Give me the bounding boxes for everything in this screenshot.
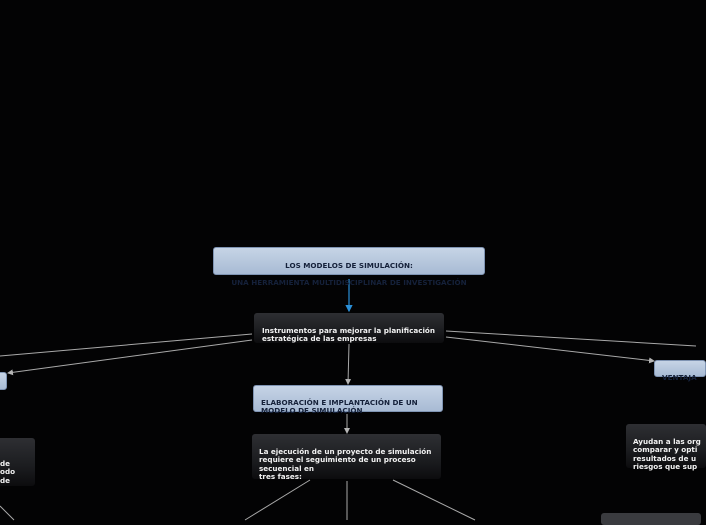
connector-instruments-right-upper	[446, 331, 696, 346]
connector-left-fragment	[0, 506, 14, 520]
execution-text: La ejecución de un proyecto de simulación requiere el seguimiento de un proceso secuencial en tres fases:	[259, 446, 432, 482]
elaboration-node[interactable]	[253, 385, 443, 416]
instruments-text: Instrumentos para mejorar la planificación estratégica de las empresas	[262, 325, 435, 344]
left-light-node[interactable]	[0, 372, 7, 390]
elaboration-text: ELABORACIÓN E IMPLANTACIÓN DE UN MODELO DE SIMULACIÓN	[261, 397, 418, 416]
partial-node-bottom-right[interactable]	[601, 513, 701, 525]
root-title-line1: LOS MODELOS DE SIMULACIÓN:	[285, 260, 413, 270]
ventajas-detail-text: Ayudan a las org comparar y opti resultados de u riesgos que sup	[633, 436, 701, 472]
ventajas-node[interactable]	[654, 360, 706, 382]
left-fragment-text: de odo de	[0, 458, 16, 485]
connector-instruments-ventajas	[446, 337, 654, 361]
ventajas-detail-node[interactable]	[626, 424, 706, 472]
execution-node[interactable]	[252, 434, 441, 482]
root-node[interactable]	[213, 247, 485, 287]
ventajas-text: VENTAJA	[662, 372, 697, 382]
left-fragment-node[interactable]	[0, 438, 35, 486]
instruments-node[interactable]	[254, 313, 444, 343]
root-title-line2: UNA HERRAMIENTA MULTIDISCIPLINAR DE INVESTIGACIÓN	[231, 277, 467, 287]
